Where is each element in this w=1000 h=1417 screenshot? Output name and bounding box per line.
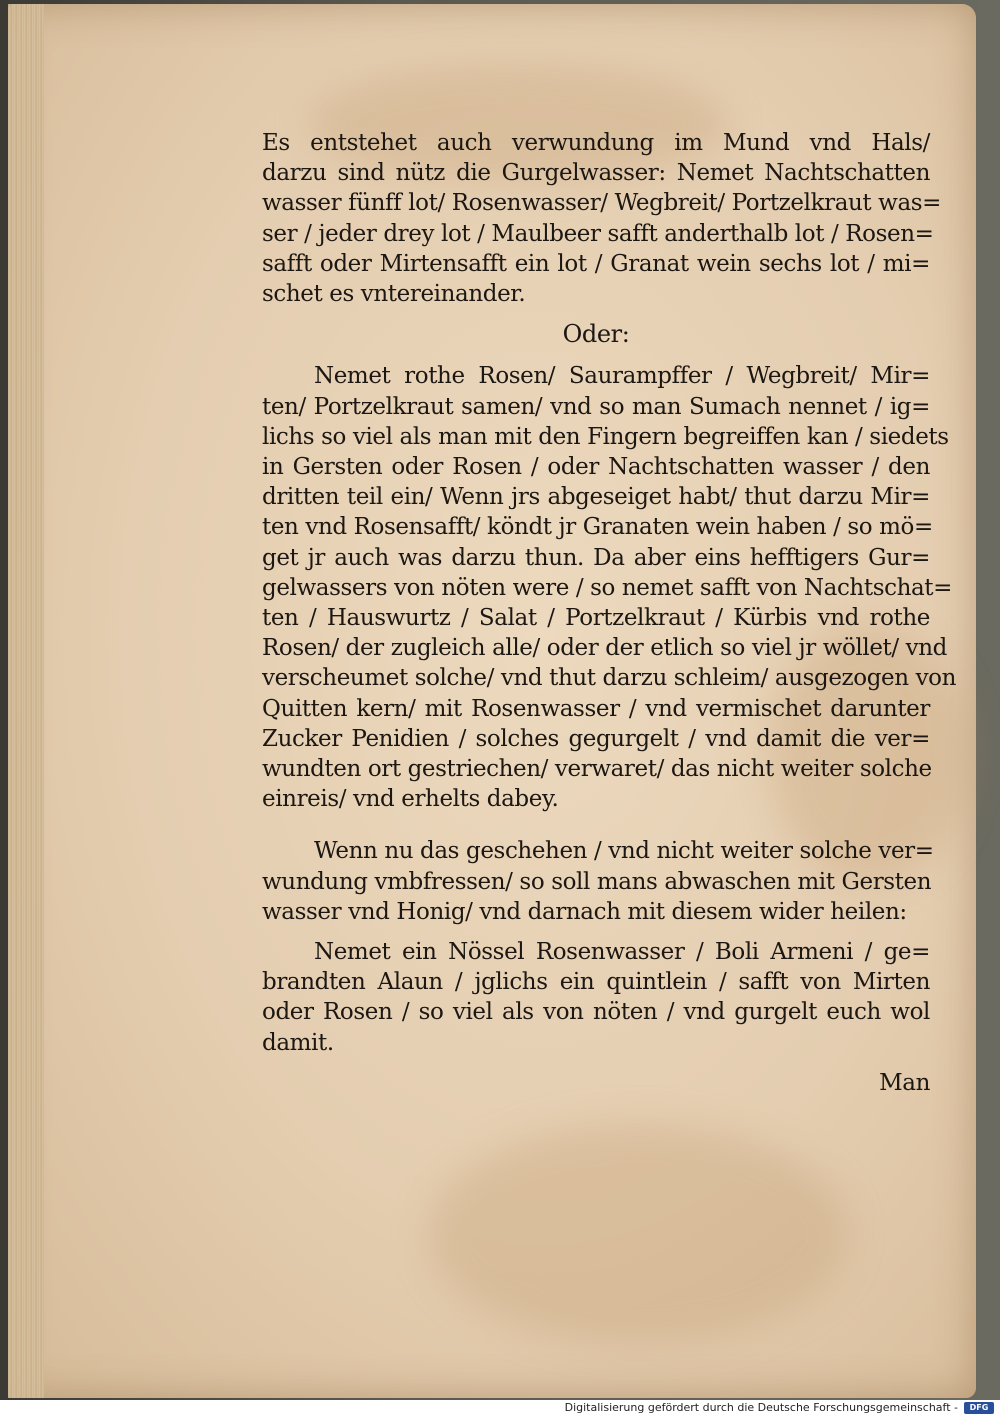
water-stain (428, 1124, 848, 1344)
text-line: einreis/ vnd erhelts dabey. (262, 786, 559, 813)
text-line: Nemet ein Nössel Rosenwasser / Boli Armeni / ge= (314, 939, 930, 966)
text-line: verscheumet solche/ vnd thut darzu schleim/ ausgezogen von (262, 665, 957, 692)
catchword: Man (879, 1069, 930, 1096)
document-text (262, 128, 957, 1098)
dfg-logo-icon: DFG (964, 1402, 994, 1414)
paragraph-gap (262, 927, 930, 937)
text-line: oder Rosen / so viel als von nöten / vnd gurgelt euch wol (262, 999, 930, 1026)
paragraph-3 (262, 836, 934, 927)
text-line: ten vnd Rosensafft/ köndt jr Granaten wein haben / so mö= (262, 514, 933, 541)
text-line: Rosen/ der zugleich alle/ oder der etlich so viel jr wöllet/ vnd (262, 635, 947, 662)
text-line: wundung vmbfressen/ so soll mans abwaschen mit Gersten (262, 868, 932, 895)
text-line: ten/ Portzelkraut samen/ vnd so man Sumach nennet / ig= (262, 393, 930, 420)
text-line: Wenn nu das geschehen / vnd nicht weiter solche ver= (314, 838, 934, 865)
paragraph-4 (262, 937, 930, 1058)
text-line: wundten ort gestriechen/ verwaret/ das nicht weiter solche (262, 756, 932, 783)
text-line: schet es vntereinander. (262, 281, 526, 308)
text-line: lichs so viel als man mit den Fingern begreiffen kan / siedets (262, 423, 949, 450)
text-line: safft oder Mirtensafft ein lot / Granat wein sechs lot / mi= (262, 250, 930, 277)
text-line: brandten Alaun / jglichs ein quintlein / safft von Mirten (262, 969, 930, 996)
paragraph-gap (262, 814, 930, 836)
text-line: darzu sind nütz die Gurgelwasser: Nemet Nachtschatten (262, 160, 930, 187)
footer-bar (0, 1400, 1000, 1417)
text-line: get jr auch was darzu thun. Da aber eins hefftigers Gur= (262, 544, 930, 571)
paragraph-1 (262, 128, 942, 309)
text-line: Nemet rothe Rosen/ Saurampffer / Wegbreit/ Mir= (314, 363, 930, 390)
digitization-credit: Digitalisierung gefördert durch die Deutsche Forschungsgemeinschaft - (564, 1401, 958, 1414)
text-line: Zucker Penidien / solches gegurgelt / vnd damit die ver= (262, 725, 930, 752)
text-line: Quitten kern/ mit Rosenwasser / vnd vermischet darunter (262, 695, 930, 722)
text-line: ten / Hauswurtz / Salat / Portzelkraut / Kürbis vnd rothe (262, 605, 930, 632)
text-line: in Gersten oder Rosen / oder Nachtschatten wasser / den (262, 454, 930, 481)
text-line: wasser vnd Honig/ vnd darnach mit diesem wider heilen: (262, 898, 907, 925)
paragraph-2 (262, 361, 957, 814)
page-edge-stack (8, 4, 44, 1398)
text-line: wasser fünff lot/ Rosenwasser/ Wegbreit/ Portzelkraut was= (262, 190, 942, 217)
text-line: ser / jeder drey lot / Maulbeer safft anderthalb lot / Rosen= (262, 220, 934, 247)
text-line: Es entstehet auch verwundung im Mund vnd Hals/ (262, 130, 930, 156)
section-heading: Oder: (562, 320, 630, 349)
text-line: gelwassers von nöten were / so nemet safft von Nachtschat= (262, 574, 953, 601)
text-line: dritten teil ein/ Wenn jrs abgeseiget habt/ thut darzu Mir= (262, 484, 930, 511)
text-line: damit. (262, 1029, 334, 1056)
